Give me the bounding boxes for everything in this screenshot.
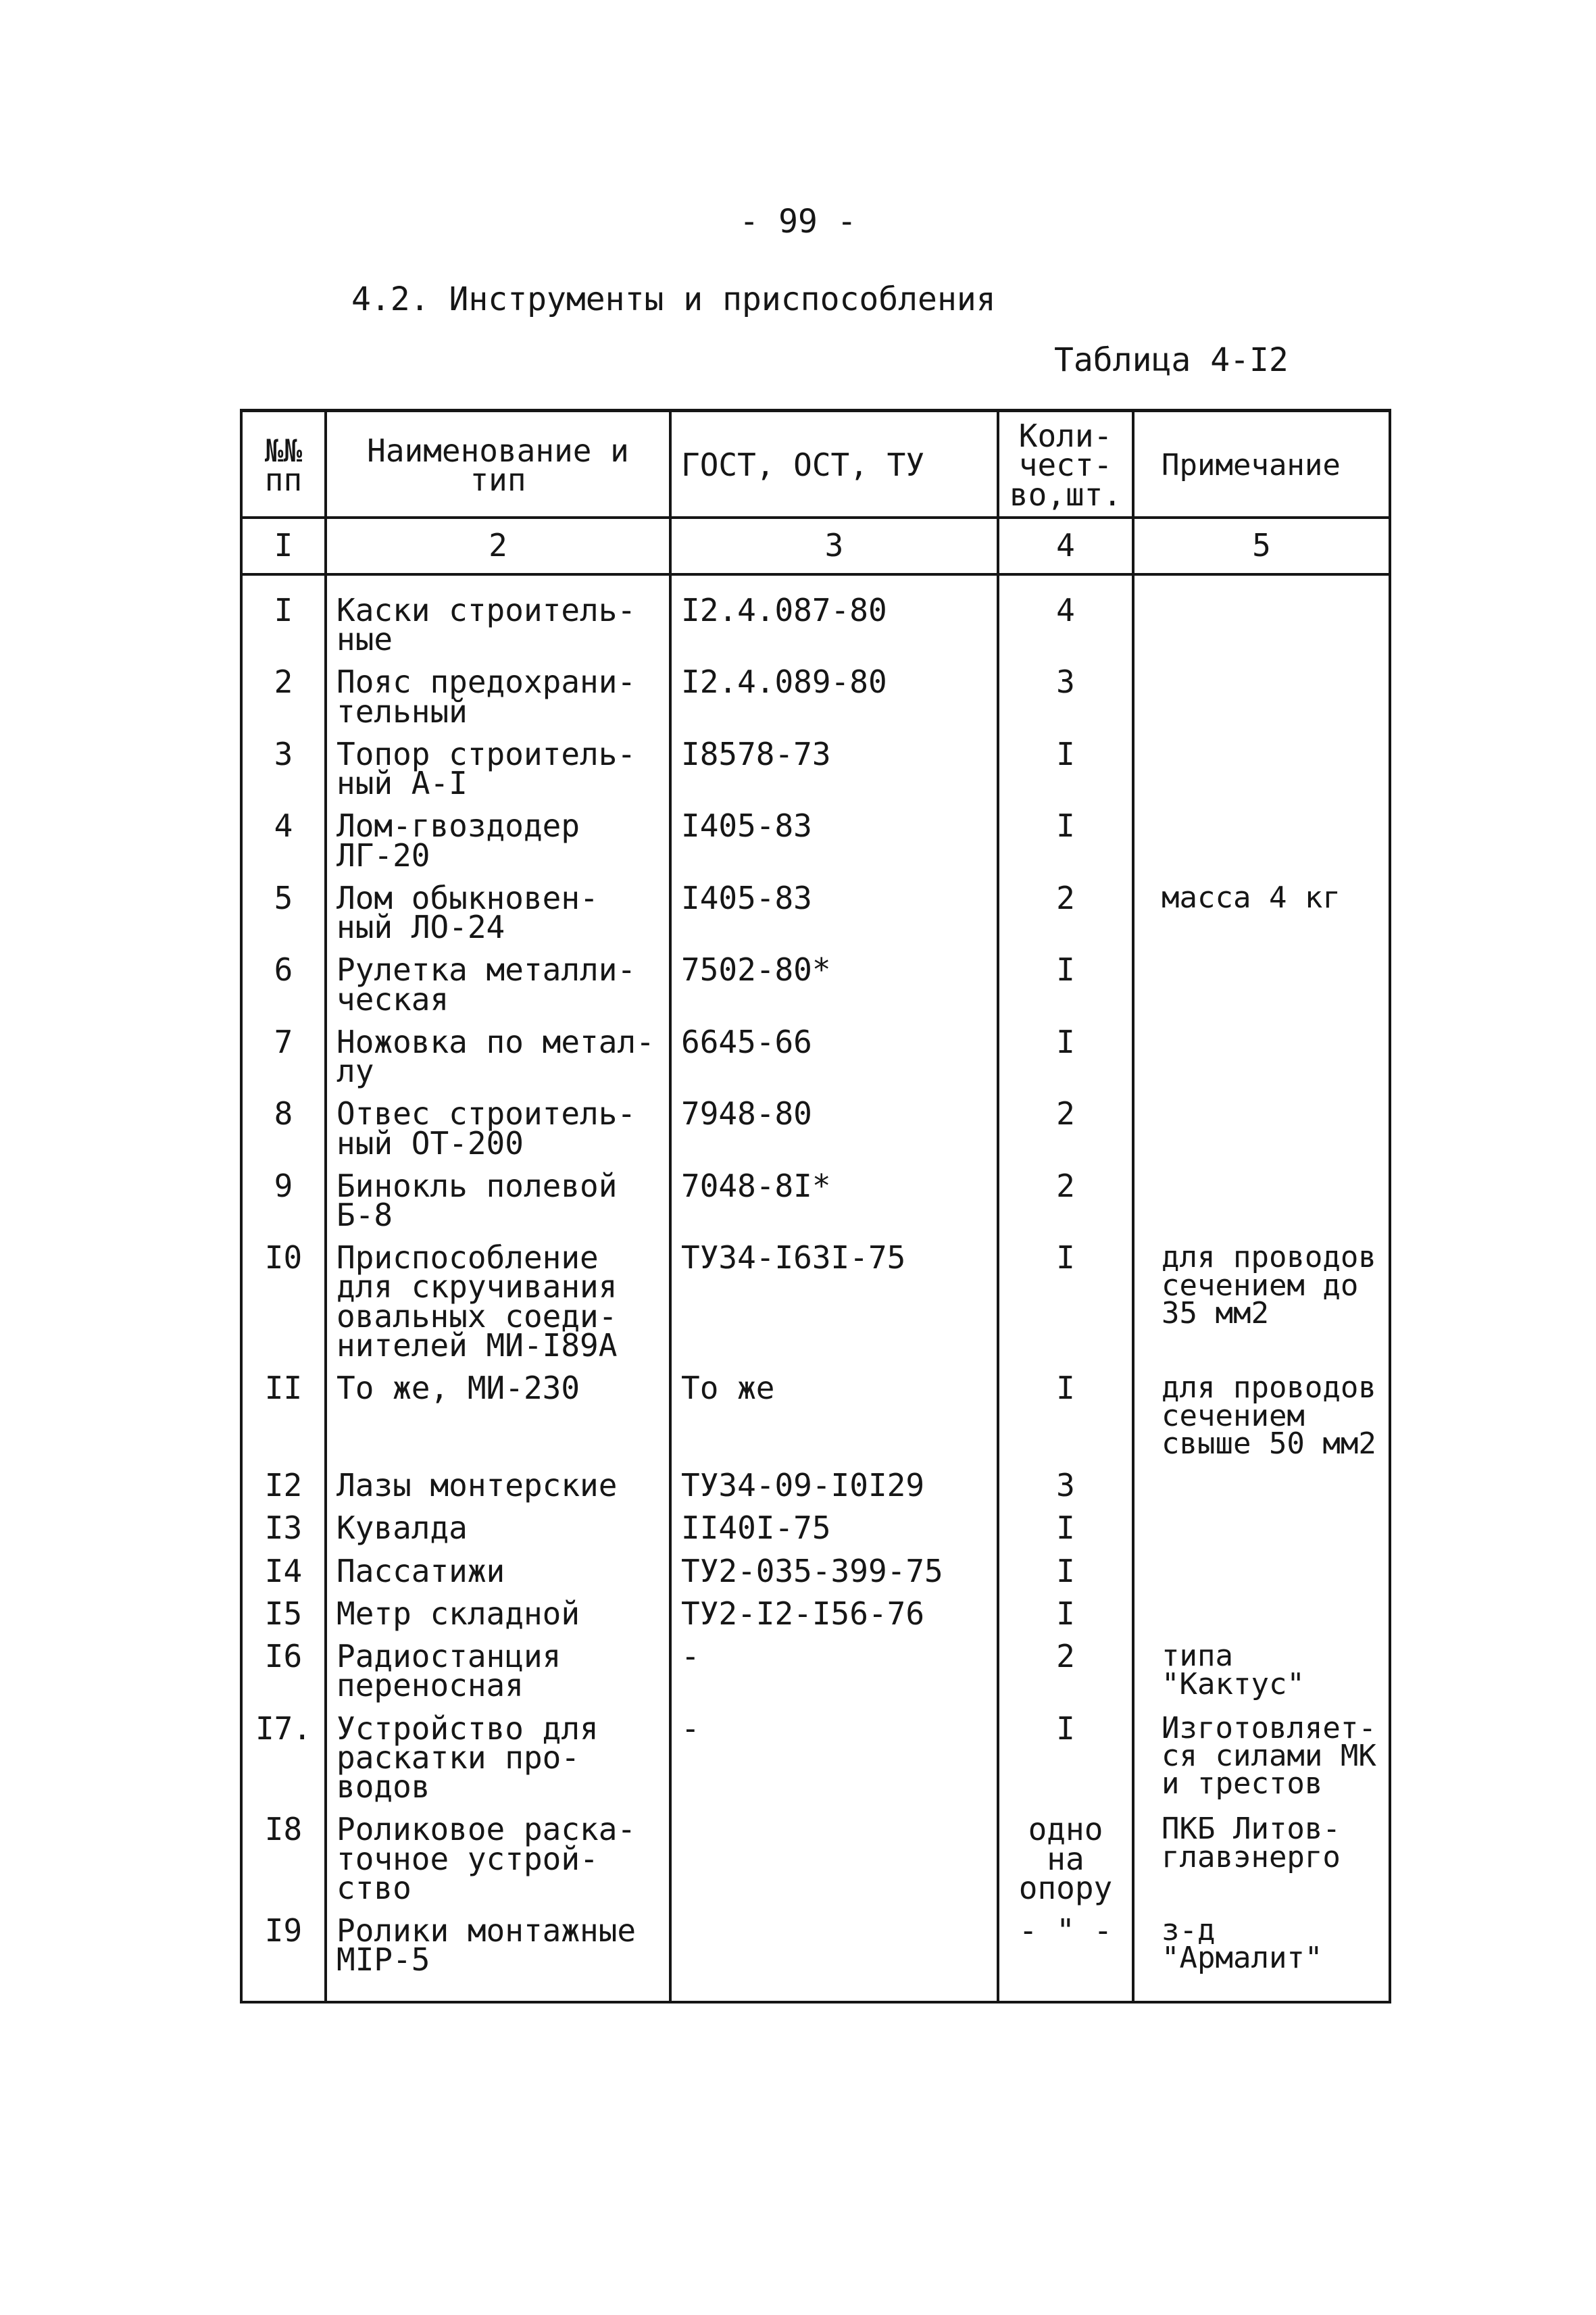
item-quantity: I — [998, 1557, 1133, 1599]
item-name: Метр складной — [326, 1599, 670, 1642]
item-quantity: I — [998, 1714, 1133, 1816]
row-number: I5 — [241, 1599, 326, 1642]
item-quantity: 2 — [998, 1172, 1133, 1243]
item-standard: - — [670, 1642, 998, 1714]
row-number: 5 — [241, 884, 326, 955]
table-row — [241, 1172, 1390, 1243]
table-row — [241, 1557, 1390, 1599]
table-row — [241, 884, 1390, 955]
item-note: Изготовляет- ся силами МК и трестов — [1133, 1714, 1390, 1816]
item-quantity: 3 — [998, 668, 1133, 739]
item-name: Ножовка по метал- лу — [326, 1028, 670, 1099]
row-number: I7. — [241, 1714, 326, 1816]
item-standard: I2.4.087-80 — [670, 574, 998, 668]
item-name: Радиостанция переносная — [326, 1642, 670, 1714]
item-note: для проводов сечением свыше 50 мм2 — [1133, 1374, 1390, 1471]
item-quantity: I — [998, 955, 1133, 1027]
item-quantity: I — [998, 1374, 1133, 1471]
item-standard: То же — [670, 1374, 998, 1471]
table-row — [241, 1514, 1390, 1556]
row-number: 9 — [241, 1172, 326, 1243]
item-quantity: 4 — [998, 574, 1133, 668]
item-note — [1133, 1471, 1390, 1514]
item-name: То же, МИ-230 — [326, 1374, 670, 1471]
item-name: Лазы монтерские — [326, 1471, 670, 1514]
item-name: Каски строитель- ные — [326, 574, 670, 668]
item-quantity: 2 — [998, 884, 1133, 955]
row-number: I2 — [241, 1471, 326, 1514]
row-number: I9 — [241, 1916, 326, 2001]
item-quantity: I — [998, 1599, 1133, 1642]
item-standard — [670, 1815, 998, 1916]
row-number: 4 — [241, 812, 326, 883]
item-note — [1133, 1514, 1390, 1556]
item-standard: ТУ2-I2-I56-76 — [670, 1599, 998, 1642]
item-standard: II40I-75 — [670, 1514, 998, 1556]
item-name: Роликовое раска- точное устрой- ство — [326, 1815, 670, 1916]
item-standard: ТУ34-I63I-75 — [670, 1243, 998, 1374]
table-caption: Таблица 4-I2 — [1054, 341, 1289, 379]
item-name: Устройство для раскатки про- водов — [326, 1714, 670, 1816]
item-note: з-д "Армалит" — [1133, 1916, 1390, 2001]
item-note: масса 4 кг — [1133, 884, 1390, 955]
table-row — [241, 1243, 1390, 1374]
item-note: для проводов сечением до 35 мм2 — [1133, 1243, 1390, 1374]
item-standard: - — [670, 1714, 998, 1816]
row-number: I0 — [241, 1243, 326, 1374]
table-row — [241, 1599, 1390, 1642]
item-quantity: 2 — [998, 1099, 1133, 1171]
item-note — [1133, 1172, 1390, 1243]
table-row — [241, 1099, 1390, 1171]
row-number: 7 — [241, 1028, 326, 1099]
table-row — [241, 1642, 1390, 1714]
table-row — [241, 1714, 1390, 1816]
item-standard: 6645-66 — [670, 1028, 998, 1099]
item-note: типа "Кактус" — [1133, 1642, 1390, 1714]
table-row — [241, 1471, 1390, 1514]
row-number: 8 — [241, 1099, 326, 1171]
item-standard: 7048-8I* — [670, 1172, 998, 1243]
table-row — [241, 812, 1390, 883]
item-name: Пассатижи — [326, 1557, 670, 1599]
item-quantity: I — [998, 1028, 1133, 1099]
column-number-row — [241, 518, 1390, 574]
row-number: I3 — [241, 1514, 326, 1556]
item-note — [1133, 955, 1390, 1027]
item-quantity: 3 — [998, 1471, 1133, 1514]
table-header-row — [241, 411, 1390, 518]
row-number: 6 — [241, 955, 326, 1027]
item-name: Топор строитель- ный А-I — [326, 740, 670, 812]
item-name: Лом-гвоздодер ЛГ-20 — [326, 812, 670, 883]
tools-table — [240, 409, 1391, 2003]
item-quantity: 2 — [998, 1642, 1133, 1714]
header-note: Примечание — [1133, 411, 1390, 518]
column-number: 5 — [1133, 518, 1390, 574]
row-number: 2 — [241, 668, 326, 739]
table-row — [241, 574, 1390, 668]
row-number: I4 — [241, 1557, 326, 1599]
item-note — [1133, 1599, 1390, 1642]
item-name: Ролики монтажные МIР-5 — [326, 1916, 670, 2001]
table-row — [241, 1028, 1390, 1099]
table-row — [241, 668, 1390, 739]
section-title: 4.2. Инструменты и приспособления — [351, 280, 996, 318]
table-row — [241, 740, 1390, 812]
item-name: Отвес строитель- ный ОТ-200 — [326, 1099, 670, 1171]
row-number: 3 — [241, 740, 326, 812]
item-note — [1133, 574, 1390, 668]
column-number: 4 — [998, 518, 1133, 574]
header-standard: ГОСТ, ОСТ, ТУ — [670, 411, 998, 518]
item-note — [1133, 740, 1390, 812]
item-note — [1133, 812, 1390, 883]
table-body — [241, 574, 1390, 2002]
item-name: Приспособление для скручивания овальных соеди- нителей МИ-I89А — [326, 1243, 670, 1374]
item-note — [1133, 668, 1390, 739]
item-standard: I405-83 — [670, 884, 998, 955]
page-number: - 99 - — [739, 203, 857, 241]
item-quantity: I — [998, 1514, 1133, 1556]
item-quantity: I — [998, 1243, 1133, 1374]
item-standard: ТУ2-035-399-75 — [670, 1557, 998, 1599]
item-quantity: I — [998, 740, 1133, 812]
row-number: I — [241, 574, 326, 668]
item-standard: I8578-73 — [670, 740, 998, 812]
table-row — [241, 1374, 1390, 1471]
item-standard: 7948-80 — [670, 1099, 998, 1171]
item-note — [1133, 1557, 1390, 1599]
item-note — [1133, 1028, 1390, 1099]
item-standard: I2.4.089-80 — [670, 668, 998, 739]
item-name: Кувалда — [326, 1514, 670, 1556]
row-number: II — [241, 1374, 326, 1471]
item-quantity: одно на опору — [998, 1815, 1133, 1916]
column-number: I — [241, 518, 326, 574]
row-number: I6 — [241, 1642, 326, 1714]
item-name: Рулетка металли- ческая — [326, 955, 670, 1027]
table-row — [241, 955, 1390, 1027]
header-num: №№ пп — [241, 411, 326, 518]
item-note — [1133, 1099, 1390, 1171]
table-row — [241, 1815, 1390, 1916]
column-number: 3 — [670, 518, 998, 574]
item-name: Пояс предохрани- тельный — [326, 668, 670, 739]
item-quantity: - " - — [998, 1916, 1133, 2001]
item-note: ПКБ Литов- главэнерго — [1133, 1815, 1390, 1916]
item-quantity: I — [998, 812, 1133, 883]
header-quantity: Коли- чест- во,шт. — [998, 411, 1133, 518]
item-name: Бинокль полевой Б-8 — [326, 1172, 670, 1243]
column-number: 2 — [326, 518, 670, 574]
table-row — [241, 1916, 1390, 2001]
item-standard: I405-83 — [670, 812, 998, 883]
item-standard — [670, 1916, 998, 2001]
item-name: Лом обыкновен- ный ЛО-24 — [326, 884, 670, 955]
header-name: Наименование и тип — [326, 411, 670, 518]
item-standard: 7502-80* — [670, 955, 998, 1027]
item-standard: ТУ34-09-I0I29 — [670, 1471, 998, 1514]
row-number: I8 — [241, 1815, 326, 1916]
